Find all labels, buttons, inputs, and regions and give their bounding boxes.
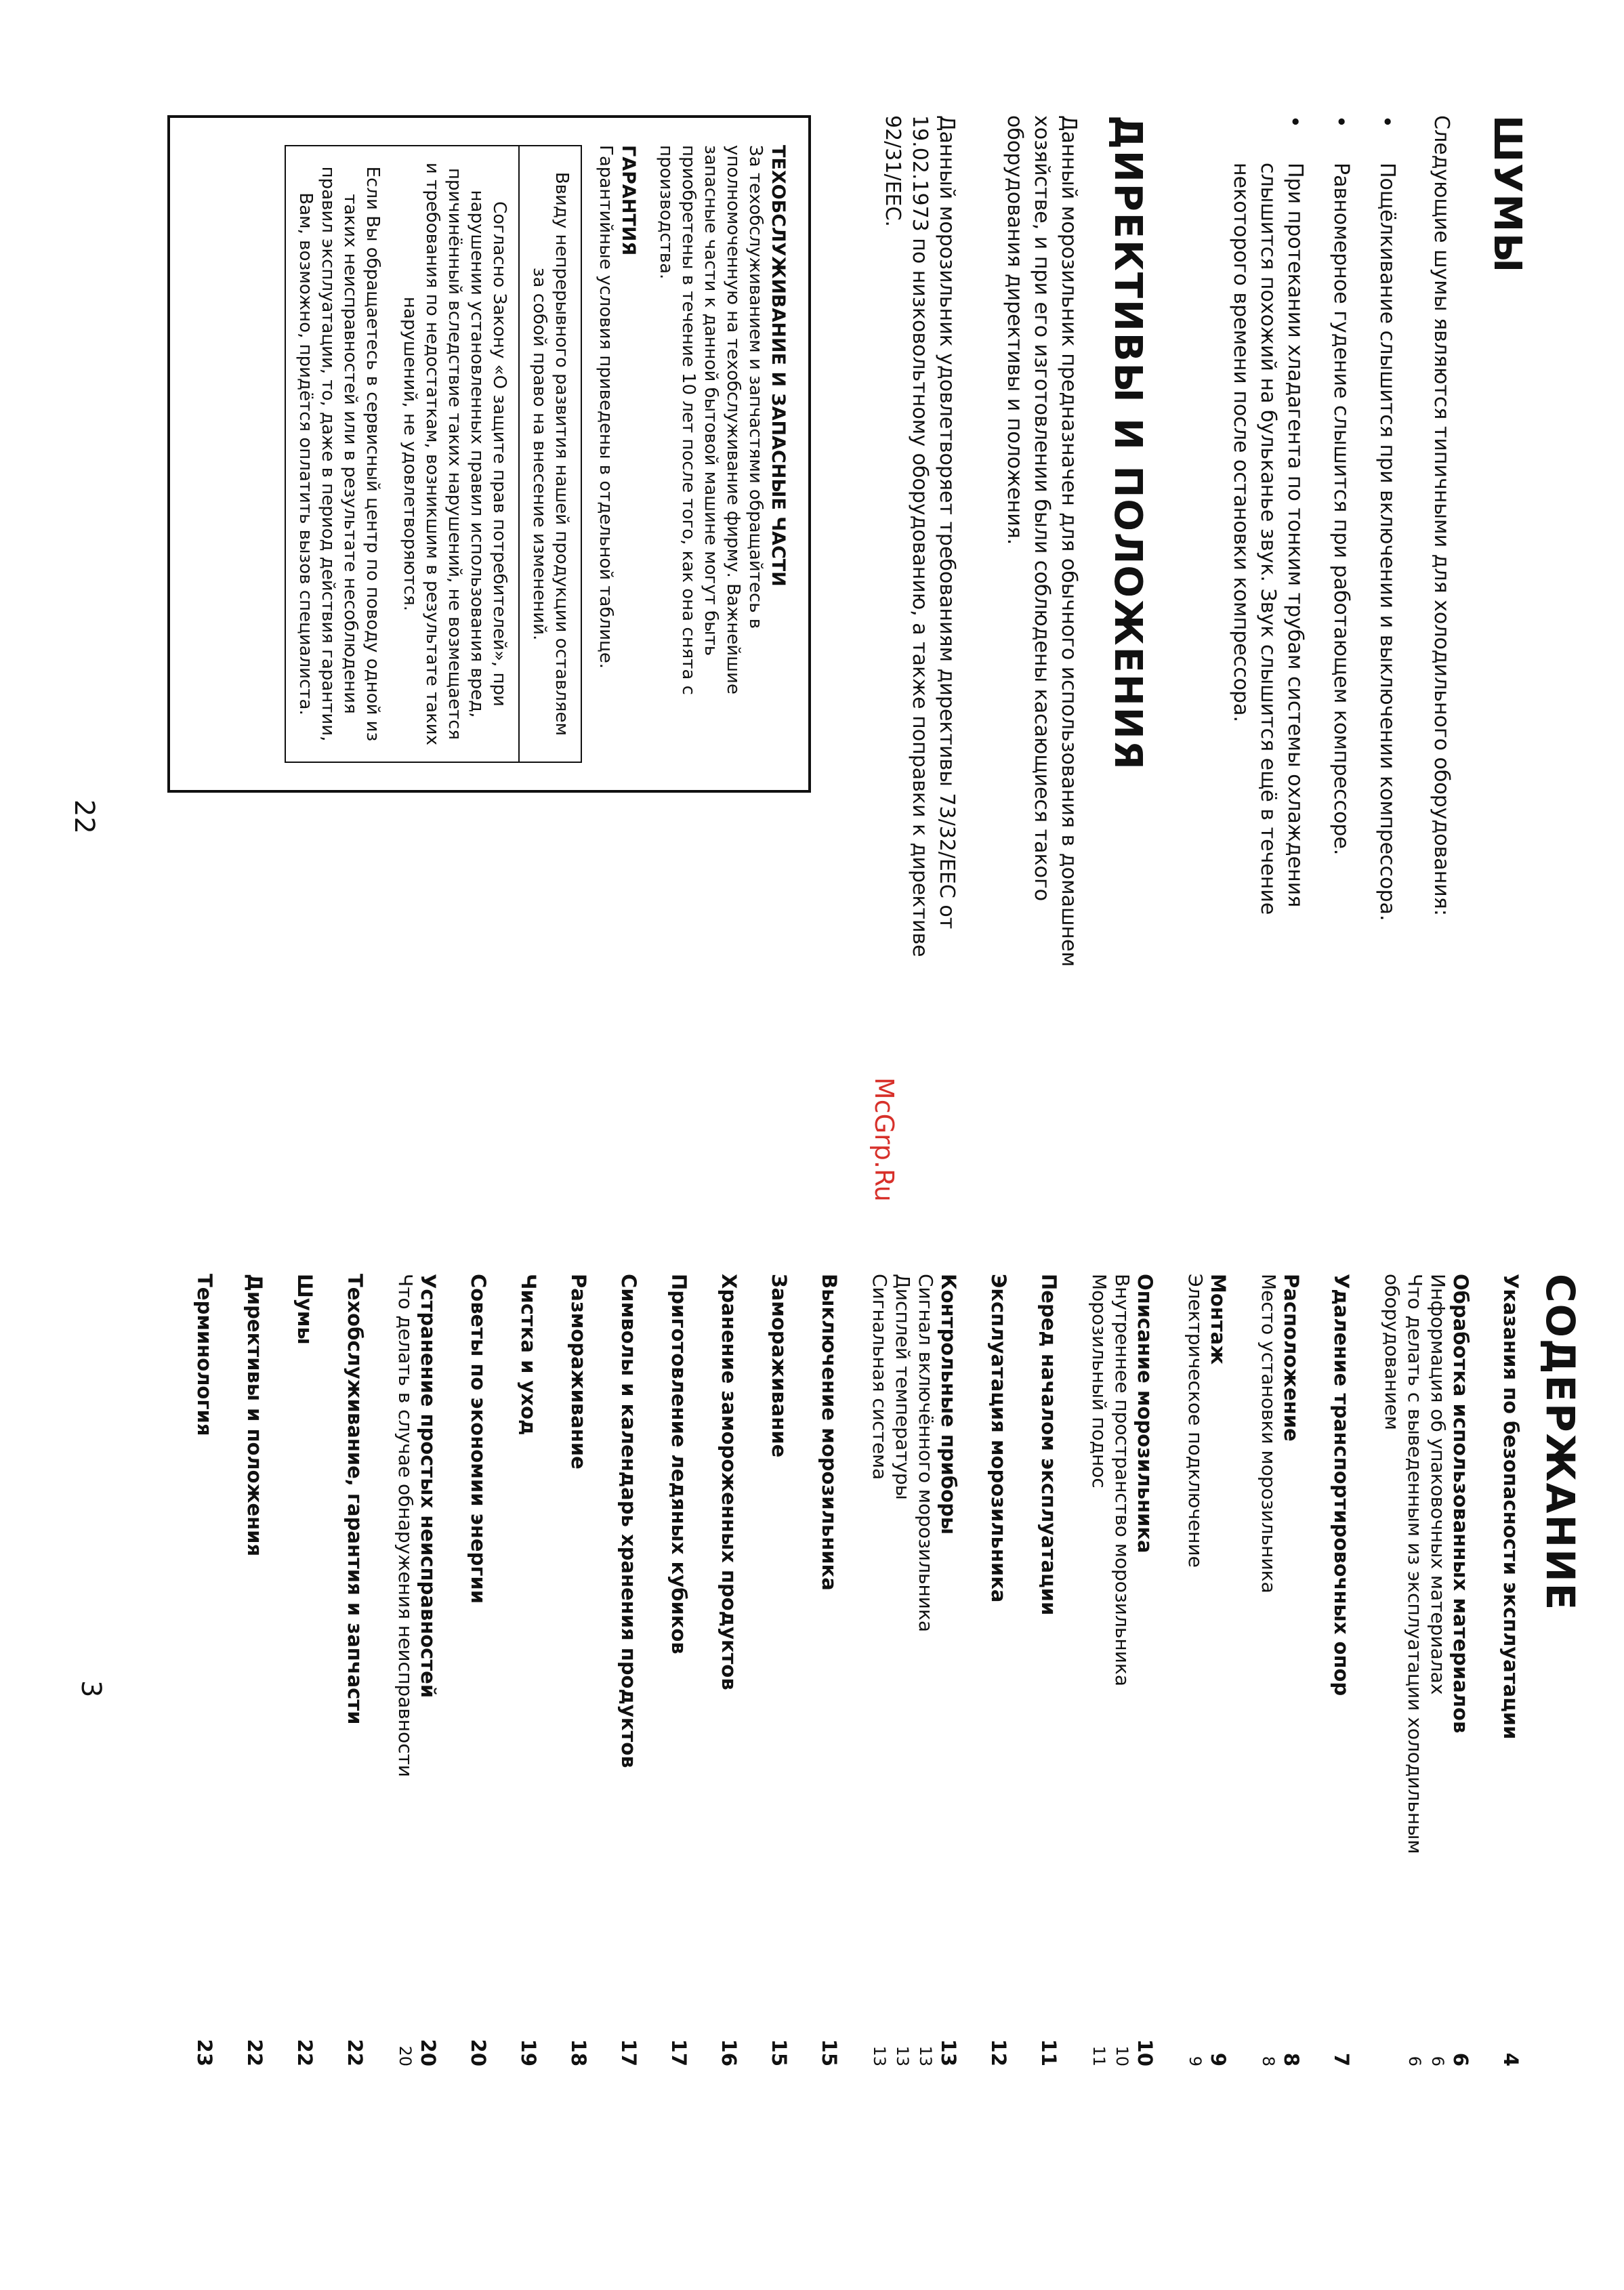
service-call-text: Если Вы обращаетесь в сервисный центр по поводу одной из таких неисправностей или в результате несоблюдения правил эксплуатации, то, даже в период действия гарантии, Вам, возможно, придётся оплатить вызов специалиста. — [295, 166, 383, 742]
toc-entry-page: 7 — [1330, 2052, 1353, 2066]
guarantee-text: Гарантийные условия приведены в отдельной таблице. — [596, 145, 616, 669]
toc-entry[interactable] — [417, 1274, 440, 2066]
toc-entry-page: 6 — [1449, 2052, 1472, 2066]
directives-paragraph-2: Данный морозильник удовлетворяет требованиям директивы 73/32/EEC от 19.02.1973 по низковольтному оборудованию, а также поправки к директиве 92/31/EEC. — [881, 115, 959, 957]
toc-subentry-text: Морозильный поднос — [1088, 1274, 1110, 1488]
toc-entry-page: 11 — [1037, 2039, 1060, 2066]
toc-entry-title: Указания по безопасности эксплуатации — [1499, 1274, 1522, 1740]
toc-entry-title: Удаление транспортировочных опор — [1330, 1274, 1353, 1696]
toc-subentry-text: Внутреннее пространство морозильника — [1111, 1274, 1133, 1686]
noises-bullet-item — [1373, 115, 1400, 996]
toc-entry-title: Техобслуживание, гарантия и запчасти — [343, 1274, 367, 1725]
toc-entry-title: Устранение простых неисправностей — [417, 1274, 440, 1699]
toc-entry-page: 15 — [818, 2039, 841, 2066]
toc-entry[interactable] — [768, 1274, 791, 2066]
toc-subentry-text: Сигнальная система — [869, 1274, 891, 1480]
toc-entry[interactable] — [343, 1274, 367, 2066]
toc-subentry-text: Информация об упаковочных материалах — [1427, 1274, 1449, 1695]
toc-entry-title: Шумы — [293, 1274, 316, 1345]
toc-subentry-text: Дисплей температуры — [892, 1274, 914, 1500]
toc-entry[interactable] — [517, 1274, 540, 2066]
toc-entry[interactable] — [193, 1274, 216, 2066]
toc-entry-page: 23 — [193, 2039, 216, 2066]
toc-entry-page: 22 — [293, 2039, 316, 2066]
watermark-text: McGrp.Ru — [869, 1077, 899, 1202]
table-of-contents — [193, 1274, 1522, 2066]
toc-entry-page: 13 — [937, 2039, 960, 2066]
toc-subentry-page: 6 — [1405, 2056, 1424, 2066]
toc-entry-title: Приготовление ледяных кубиков — [667, 1274, 690, 1654]
toc-subentry[interactable] — [891, 1274, 914, 2066]
toc-entry[interactable] — [467, 1274, 490, 2066]
toc-subentry[interactable] — [914, 1274, 937, 2066]
toc-subentry-text: Электрическое подключение — [1184, 1274, 1207, 1568]
toc-subentry-page: 6 — [1428, 2056, 1447, 2066]
toc-subentry-text: Что делать с выведенным из эксплуатации холодильным оборудованием — [1381, 1274, 1426, 1854]
toc-entry-page: 12 — [987, 2039, 1010, 2066]
toc-entry-page: 10 — [1133, 2039, 1157, 2066]
toc-subentry-page: 20 — [396, 2045, 415, 2066]
noises-bullet-list — [1208, 115, 1400, 996]
toc-entry-title: Символы и календарь хранения продуктов — [617, 1274, 640, 1768]
bullet-dot-icon: • — [1374, 115, 1400, 128]
toc-entry-title: Чистка и уход — [517, 1274, 540, 1436]
toc-entry-page: 17 — [617, 2039, 640, 2066]
noises-bullet-item — [1227, 115, 1308, 996]
directives-title: ДИРЕКТИВЫ И ПОЛОЖЕНИЯ — [1106, 115, 1150, 771]
toc-entry-title: Описание морозильника — [1133, 1274, 1157, 1554]
toc-entry[interactable] — [1280, 1274, 1303, 2066]
toc-subentry-page: 8 — [1259, 2056, 1278, 2066]
toc-entry-page: 9 — [1207, 2052, 1230, 2066]
service-title: ТЕХОБСЛУЖИВАНИЕ И ЗАПАСНЫЕ ЧАСТИ — [768, 145, 789, 587]
directives-paragraph-1: Данный морозильник предназначен для обычного использования в домашнем хозяйстве, и при его изготовлении были соблюдены касающиеся такого оборудования директивы и положения. — [1003, 115, 1081, 967]
toc-entry[interactable] — [1499, 1274, 1522, 2066]
toc-entry[interactable] — [1449, 1274, 1472, 2066]
toc-entry[interactable] — [818, 1274, 841, 2066]
page-number-left: 22 — [68, 799, 100, 834]
toc-entry-page: 20 — [467, 2039, 490, 2066]
inner-notice-1: Ввиду непрерывного развития нашей продукции оставляем за собой право на внесение изменений. — [529, 171, 572, 736]
toc-entry-title: Директивы и положения — [243, 1274, 266, 1557]
toc-entry-title: Обработка использованных материалов — [1449, 1274, 1472, 1734]
toc-entry-title: Выключение морозильника — [818, 1274, 841, 1591]
guarantee-title: ГАРАНТИЯ — [618, 145, 639, 256]
toc-entry-page: 20 — [417, 2039, 440, 2066]
consumer-law-text: Согласно Закону «О защите прав потребителей», при нарушении установленных правил использования вред, причинённый вследствие таких нарушений, не возмещается и требования по недостаткам, возникшим в результате таких нарушений, не удовлетворяются. — [400, 162, 509, 746]
toc-entry[interactable] — [1037, 1274, 1060, 2066]
toc-entry-title: Советы по экономии энергии — [467, 1274, 490, 1604]
noises-bullet-text: Равномерное гудение слышится при работающем компрессоре. — [1329, 163, 1353, 856]
noises-intro: Следующие шумы являются типичными для холодильного оборудования: — [1430, 115, 1453, 916]
toc-subentry-page: 13 — [916, 2045, 935, 2066]
toc-entry-page: 19 — [517, 2039, 540, 2066]
noises-title: ШУМЫ — [1485, 115, 1529, 274]
toc-subentry-page: 13 — [893, 2045, 912, 2066]
toc-title: СОДЕРЖАНИЕ — [1537, 1274, 1583, 1612]
toc-entry-page: 16 — [717, 2039, 741, 2066]
toc-subentry[interactable] — [1184, 1274, 1207, 2066]
toc-entry-title: Монтаж — [1207, 1274, 1230, 1365]
toc-subentry-page: 9 — [1186, 2056, 1205, 2066]
toc-entry-title: Хранение замороженных продуктов — [717, 1274, 741, 1690]
toc-entry[interactable] — [293, 1274, 316, 2066]
toc-entry-page: 17 — [667, 2039, 690, 2066]
toc-entry[interactable] — [987, 1274, 1010, 2066]
toc-entry-title: Расположение — [1280, 1274, 1303, 1442]
toc-subentry-text: Что делать в случае обнаружения неисправности — [394, 1274, 417, 1778]
toc-entry[interactable] — [717, 1274, 741, 2066]
noises-bullet-text: Пощёлкивание слышится при включении и выключении компрессора. — [1375, 163, 1399, 921]
toc-entry-page: 15 — [768, 2039, 791, 2066]
toc-subentry[interactable] — [868, 1274, 891, 2066]
toc-subentry-page: 11 — [1089, 2045, 1108, 2066]
toc-entry[interactable] — [617, 1274, 640, 2066]
toc-entry[interactable] — [567, 1274, 590, 2066]
page-number-right: 3 — [75, 1680, 106, 1698]
noises-bullet-item — [1327, 115, 1354, 996]
toc-entry-page: 4 — [1499, 2052, 1522, 2066]
toc-subentry-page: 13 — [870, 2045, 889, 2066]
toc-entry-title: Размораживание — [567, 1274, 590, 1470]
toc-entry-title: Контрольные приборы — [937, 1274, 960, 1535]
inner-notice-2-3 — [286, 146, 520, 762]
toc-subentry[interactable] — [1087, 1274, 1110, 2066]
service-warranty-box — [167, 115, 811, 793]
toc-entry-page: 22 — [343, 2039, 367, 2066]
toc-subentry-text: Место установки морозильника — [1257, 1274, 1280, 1594]
toc-entry-title: Эксплуатация морозильника — [987, 1274, 1010, 1603]
bullet-dot-icon: • — [1282, 115, 1308, 128]
toc-entry-page: 22 — [243, 2039, 266, 2066]
toc-entry-page: 18 — [567, 2039, 590, 2066]
bullet-dot-icon: • — [1328, 115, 1354, 128]
toc-entry[interactable] — [667, 1274, 690, 2066]
toc-entry-page: 8 — [1280, 2052, 1303, 2066]
toc-subentry-page: 10 — [1112, 2045, 1131, 2066]
legal-notice-box — [285, 145, 582, 763]
toc-entry[interactable] — [1207, 1274, 1230, 2066]
noises-bullet-text: При протекании хладагента по тонким трубам системы охлаждения слышится похожий на бульканье звук. Звук слышится ещё в течение некоторого времени после остановки компрессора. — [1229, 163, 1307, 915]
toc-entry-title: Замораживание — [768, 1274, 791, 1458]
toc-entry[interactable] — [243, 1274, 266, 2066]
service-text: За техобслуживанием и запчастями обращайтесь в уполномоченную на техобслуживание фирму. Важнейшие запасные части к данной бытовой машине могут быть приобретены в течение 10 лет после того, как она снята с производства. — [656, 145, 766, 695]
toc-subentry[interactable] — [394, 1274, 417, 2066]
toc-entry[interactable] — [1133, 1274, 1157, 2066]
toc-subentry[interactable] — [1257, 1274, 1280, 2066]
toc-entry-title: Перед началом эксплуатации — [1037, 1274, 1060, 1616]
toc-subentry[interactable] — [1110, 1274, 1133, 2066]
toc-subentry[interactable] — [1380, 1274, 1426, 2066]
toc-subentry[interactable] — [1426, 1274, 1449, 2066]
toc-entry-title: Терминология — [193, 1274, 216, 1436]
toc-subentry-text: Сигнал включённого морозильника — [915, 1274, 937, 1633]
toc-entry[interactable] — [937, 1274, 960, 2066]
toc-entry[interactable] — [1330, 1274, 1353, 2066]
